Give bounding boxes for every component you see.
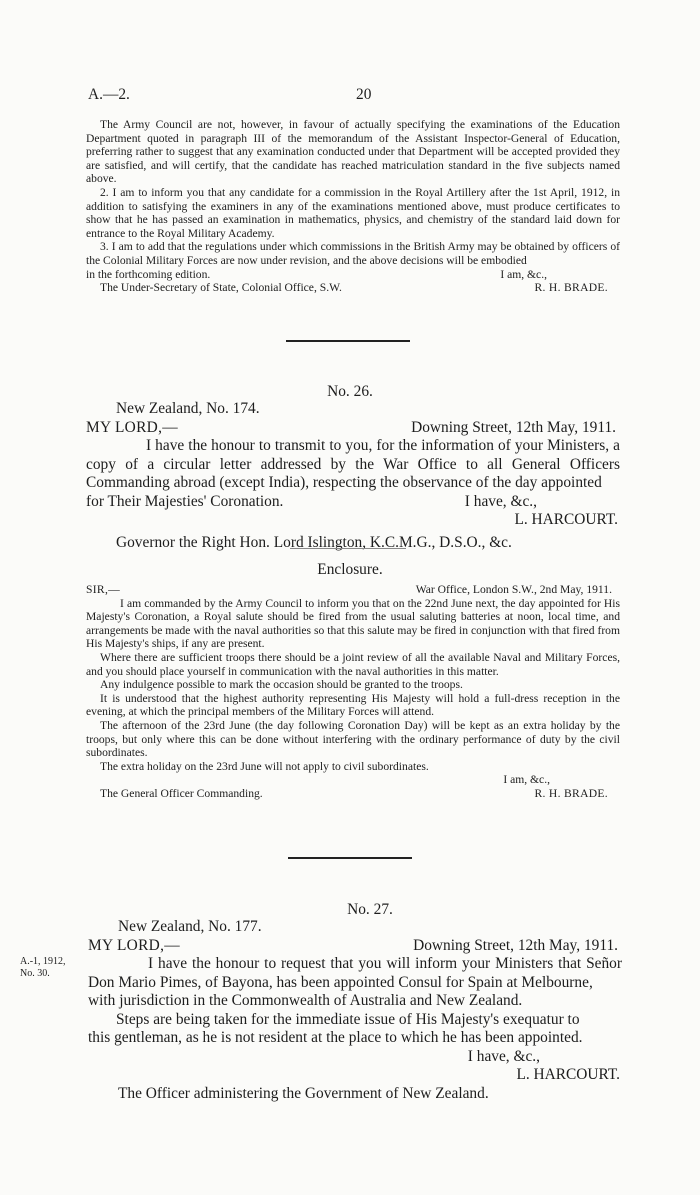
paragraph: It is understood that the highest authority representing His Majesty will hold a full-dress reception in the evening, at which the principal members of the Military Forces will attend.: [86, 691, 620, 719]
page-number: 20: [356, 86, 372, 103]
addressee: The Officer administering the Government of New Zealand.: [118, 1084, 489, 1102]
paragraph: Steps are being taken for the immediate issue of His Majesty's exequatur to: [116, 1010, 580, 1028]
signature: R. H. BRADE.: [534, 281, 608, 295]
dateline: War Office, London S.W., 2nd May, 1911.: [415, 583, 612, 596]
dispatch-number: No. 26.: [327, 383, 373, 400]
last-line: with jurisdiction in the Commonwealth of Australia and New Zealand.: [88, 992, 523, 1009]
salutation: MY LORD,—: [86, 418, 178, 436]
margin-reference-line: No. 30.: [20, 968, 50, 979]
page-reference: A.—2.: [88, 86, 130, 103]
salutation: MY LORD,—: [88, 936, 180, 954]
salutation-row: [86, 583, 620, 597]
paragraph: The Army Council are not, however, in favour of actually specifying the examinations of the Education Department quoted in paragraph III of the memorandum of the Assistant Inspector-General of Education, preferring rather to suggest that any examination conducted under that Department will be accepted provided they are satisfied, and will certify, that the candidate has reached matriculation standard in the five subjects named above.: [86, 118, 620, 186]
paragraph: I have the honour to request that you will inform your Ministers that Señor Don Mario Pimes, of Bayona, has been appointed Consul for Spain at Melbourne,: [88, 955, 622, 991]
dateline: Downing Street, 12th May, 1911.: [411, 418, 616, 436]
paragraph: Any indulgence possible to mark the occasion should be granted to the troops.: [100, 678, 463, 692]
salutation-row: [88, 937, 622, 956]
salutation: SIR,—: [86, 583, 121, 596]
signature: R. H. BRADE.: [534, 786, 608, 800]
closing-row: [86, 268, 620, 282]
signature: L. HARCOURT.: [514, 511, 618, 528]
closing: I am, &c.,: [503, 773, 550, 787]
addressee: The General Officer Commanding.: [100, 786, 263, 800]
margin-reference: [20, 956, 66, 980]
paragraph: The afternoon of the 23rd June (the day following Coronation Day) will be kept as an extra holiday by the troops, but only where this can be done without interfering with the ordinary performance of duty by the civil subordinates.: [86, 718, 620, 760]
last-line: this gentleman, as he is not resident at the place to which he has been appointed.: [88, 1029, 583, 1046]
signature-row: [86, 787, 620, 801]
letter-continuation: [86, 118, 620, 295]
section-rule: [286, 340, 410, 342]
dateline: Downing Street, 12th May, 1911.: [413, 936, 618, 954]
dispatch-reference: New Zealand, No. 177.: [118, 918, 262, 935]
closing: I have, &c.,: [464, 492, 537, 510]
margin-reference-line: A.-1, 1912,: [20, 956, 66, 967]
paragraph: 3. I am to add that the regulations under which commissions in the British Army may be obtained by officers of the Colonial Military Forces are now under revision, and the above decisions will be embodied: [86, 240, 620, 267]
enclosure: [86, 583, 620, 801]
dispatch-27: [88, 918, 622, 1103]
paragraph: The extra holiday on the 23rd June will not apply to civil subordinates.: [100, 759, 429, 773]
dispatch-26: [86, 400, 620, 552]
paragraph: 2. I am to inform you that any candidate for a commission in the Royal Artillery after the 1st April, 1912, in addition to satisfying the examiners in any of the examinations mentioned above, must produce certificates to show that he has passed an examination in mathematics, physics, and chemistry of the standard laid down for entrance to the Royal Military Academy.: [86, 185, 620, 240]
addressee: The Under-Secretary of State, Colonial Office, S.W.: [100, 281, 342, 295]
closing: I am, &c.,: [500, 267, 547, 281]
signature-row: [86, 281, 620, 295]
paragraph: Where there are sufficient troops there should be a joint review of all the available Naval and Military Forces, and you should place yourself in communication with the naval authorities in this matter.: [86, 650, 620, 678]
paragraph: I have the honour to transmit to you, for the information of your Ministers, a copy of a circular letter addressed by the War Office to all General Officers Commanding abroad (except India), respecting the observance of the day appointed: [86, 437, 620, 491]
enclosure-title: Enclosure.: [317, 561, 383, 578]
section-rule: [288, 857, 412, 859]
signature: L. HARCOURT.: [516, 1066, 620, 1083]
salutation-row: [86, 419, 620, 438]
closing-row: [86, 493, 620, 512]
last-line: for Their Majesties' Coronation.: [86, 492, 284, 510]
last-line: in the forthcoming edition.: [86, 267, 211, 281]
paragraph: I am commanded by the Army Council to inform you that on the 22nd June next, the day appointed for His Majesty's Coronation, a Royal salute should be fired from the usual saluting batteries at noon, local time, and arrangements be made with the naval authorities so that this salute may be fired in conjunction with that fired from His Majesty's ships, if any are present.: [86, 596, 620, 651]
addressee: Governor the Right Hon. Lord Islington, K.C.M.G., D.S.O., &c.: [116, 533, 512, 551]
dispatch-reference: New Zealand, No. 174.: [116, 400, 260, 417]
closing: I have, &c.,: [467, 1047, 540, 1065]
dispatch-number: No. 27.: [347, 901, 393, 918]
divider: [290, 548, 406, 549]
